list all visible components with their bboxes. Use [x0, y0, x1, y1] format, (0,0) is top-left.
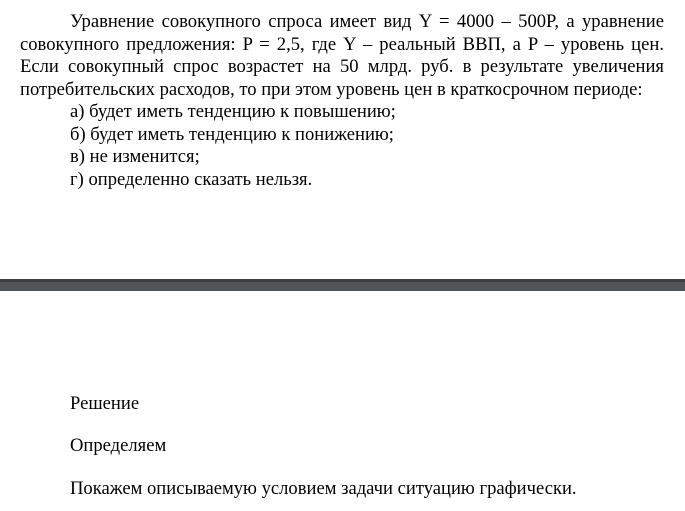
problem-statement: Уравнение совокупного спроса имеет вид Y = 4000 – 500P, а уравнение совокупного предложения: P = 2,5, где Y – реальный ВВП, а P – уровень цен. Если совокупный спрос возрастет на 50 млрд. руб. в результате увеличения потребительских расходов, то при этом уровень цен в краткосрочном периоде:: [20, 11, 664, 100]
answer-options: [20, 101, 664, 191]
page-separator: [0, 279, 685, 291]
problem-block: [20, 11, 664, 191]
page-separator-shadow: [0, 279, 685, 282]
option-a: а) будет иметь тенденцию к повышению;: [70, 101, 396, 122]
option-b: б) будет иметь тенденцию к понижению;: [70, 123, 394, 145]
solution-step-define: Определяем: [70, 435, 167, 456]
option-c: в) не изменится;: [70, 146, 200, 167]
solution-step-graph: Покажем описываемую условием задачи ситуацию графически.: [70, 478, 577, 499]
solution-heading: Решение: [70, 393, 140, 414]
option-d: г) определенно сказать нельзя.: [70, 168, 313, 190]
